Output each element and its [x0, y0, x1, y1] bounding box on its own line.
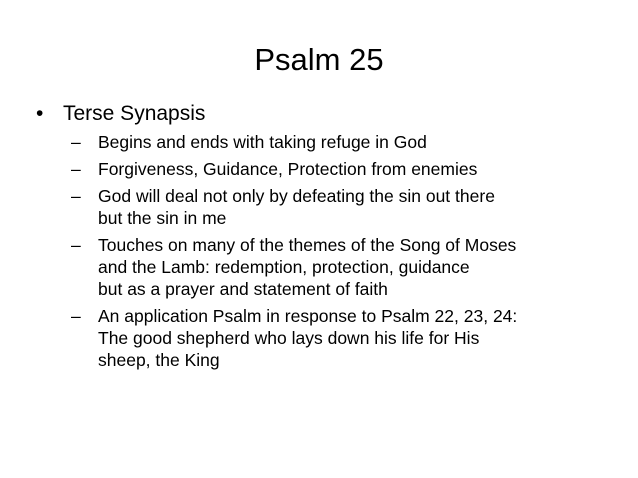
- sub-bullet-line: and the Lamb: redemption, protection, guidance: [98, 257, 470, 277]
- sub-bullet-line: but the sin in me: [98, 208, 227, 228]
- sub-bullet-item: [71, 305, 606, 371]
- bullet-item-terse-synapsis: [36, 100, 606, 371]
- bullet-text: Terse Synapsis: [63, 102, 206, 125]
- sub-bullet-line: Forgiveness, Guidance, Protection from enemies: [98, 159, 478, 179]
- dash-marker: –: [71, 235, 81, 255]
- sub-bullet-line: God will deal not only by defeating the sin out there: [98, 186, 495, 206]
- sub-bullet-line: An application Psalm in response to Psalm 22, 23, 24:: [98, 306, 518, 326]
- sub-bullet-line: The good shepherd who lays down his life for His: [98, 328, 480, 348]
- dash-marker: –: [71, 159, 81, 179]
- slide-title: Psalm 25: [254, 42, 384, 77]
- dash-marker: –: [71, 132, 81, 152]
- bullet-marker: •: [36, 102, 44, 125]
- sub-bullet-item: [71, 234, 606, 300]
- dash-marker: –: [71, 186, 81, 206]
- dash-marker: –: [71, 306, 81, 326]
- sub-bullet-line: sheep, the King: [98, 350, 220, 370]
- sub-bullet-item: [71, 158, 606, 180]
- sub-bullet-item: [71, 185, 606, 229]
- bullet-list: [36, 100, 606, 376]
- sub-bullet-list: [63, 131, 606, 371]
- sub-bullet-line: but as a prayer and statement of faith: [98, 279, 388, 299]
- sub-bullet-item: [71, 131, 606, 153]
- sub-bullet-line: Begins and ends with taking refuge in God: [98, 132, 427, 152]
- sub-bullet-line: Touches on many of the themes of the Song of Moses: [98, 235, 517, 255]
